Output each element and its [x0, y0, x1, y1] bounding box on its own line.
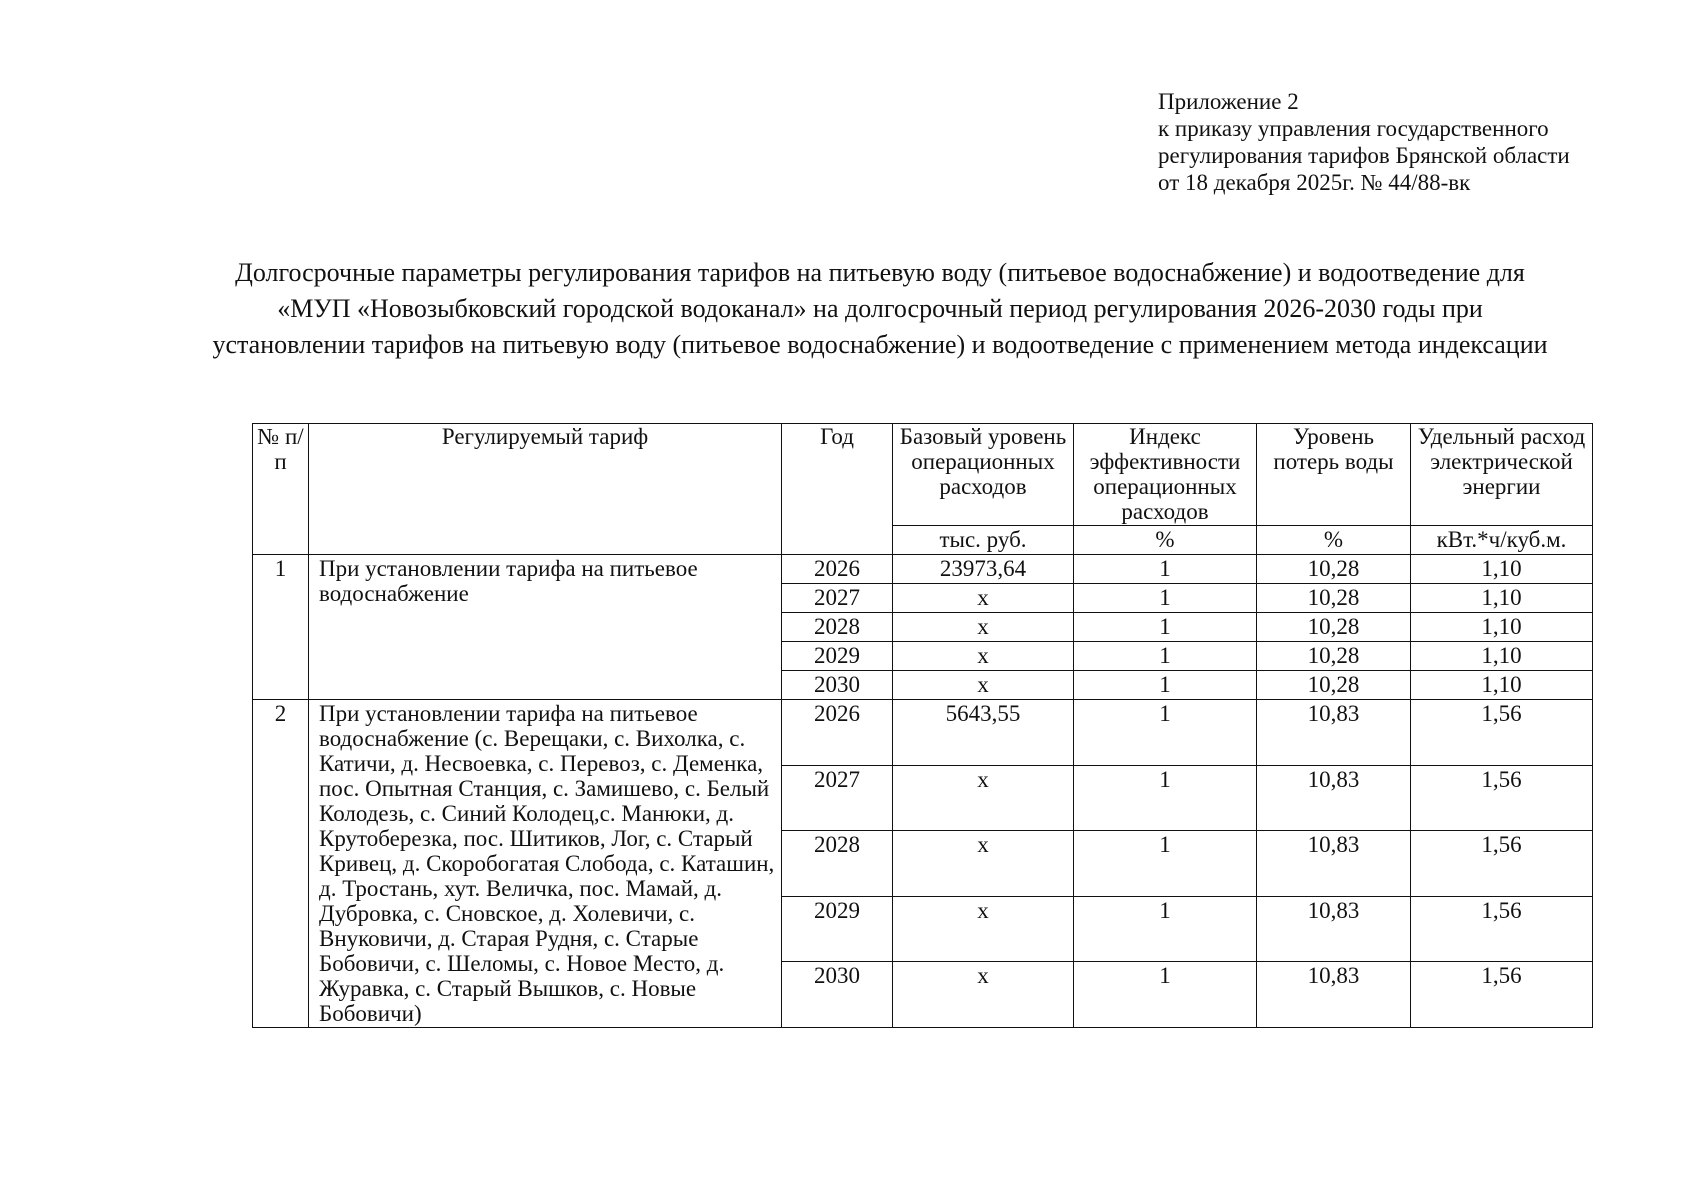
group-1	[253, 555, 1593, 700]
cell-base: х	[893, 962, 1074, 1028]
parameters-table	[252, 423, 1593, 1028]
cell-index: 1	[1074, 700, 1257, 766]
cell-year: 2026	[782, 555, 893, 584]
cell-year: 2026	[782, 700, 893, 766]
cell-year: 2028	[782, 613, 893, 642]
tariff-name: При установлении тарифа на питьевое водоснабжение (с. Верещаки, с. Вихолка, с. Катичи, д. Несвоевка, с. Перевоз, с. Деменка, пос. Опытная Станция, с. Замишево, с. Белый Колодезь, с. Синий Колодец,с. Манюки, д. Крутоберезка, пос. Шитиков, Лог, с. Старый Кривец, д. Скоробогатая Слобода, с. Каташин, д. Тростань, хут. Величка, пос. Мамай, д. Дубровка, с. Сновское, д. Холевичи, с. Внуковичи, д. Старая Рудня, с. Старые Бобовичи, с. Шеломы, с. Новое Место, д. Журавка, с. Старый Вышков, с. Новые Бобовичи)	[309, 700, 782, 1028]
header-base: Базовый уровень операционных расходов	[893, 424, 1074, 526]
cell-energy: 1,56	[1411, 962, 1593, 1028]
unit-base: тыс. руб.	[893, 526, 1074, 555]
unit-loss: %	[1257, 526, 1411, 555]
cell-base: х	[893, 642, 1074, 671]
header-loss: Уровень потерь воды	[1257, 424, 1411, 526]
header-year: Год	[782, 424, 893, 555]
appendix-line: Приложение 2	[1158, 89, 1299, 114]
cell-energy: 1,56	[1411, 765, 1593, 831]
cell-loss: 10,28	[1257, 555, 1411, 584]
group-number: 1	[253, 555, 309, 700]
cell-index: 1	[1074, 555, 1257, 584]
cell-base: 5643,55	[893, 700, 1074, 766]
cell-loss: 10,28	[1257, 613, 1411, 642]
cell-energy: 1,56	[1411, 896, 1593, 962]
appendix-line: от 18 декабря 2025г. № 44/88-вк	[1158, 170, 1471, 195]
appendix-block	[1158, 88, 1570, 196]
cell-energy: 1,10	[1411, 642, 1593, 671]
unit-index: %	[1074, 526, 1257, 555]
cell-base: х	[893, 765, 1074, 831]
cell-base: х	[893, 896, 1074, 962]
cell-index: 1	[1074, 896, 1257, 962]
title-line: Долгосрочные параметры регулирования тарифов на питьевую воду (питьевое водоснабжение) и водоотведение для	[235, 258, 1525, 287]
cell-base: х	[893, 671, 1074, 700]
header-index: Индекс эффективности операционных расходов	[1074, 424, 1257, 526]
table-row	[253, 700, 1593, 766]
cell-year: 2029	[782, 896, 893, 962]
cell-energy: 1,10	[1411, 613, 1593, 642]
cell-base: х	[893, 613, 1074, 642]
cell-base: х	[893, 831, 1074, 897]
table-head	[253, 424, 1593, 555]
cell-base: 23973,64	[893, 555, 1074, 584]
cell-year: 2027	[782, 765, 893, 831]
appendix-line: к приказу управления государственного	[1158, 116, 1549, 141]
cell-loss: 10,28	[1257, 584, 1411, 613]
cell-loss: 10,83	[1257, 962, 1411, 1028]
tariff-name: При установлении тарифа на питьевое водоснабжение	[309, 555, 782, 700]
cell-index: 1	[1074, 642, 1257, 671]
group-number: 2	[253, 700, 309, 1028]
cell-year: 2030	[782, 671, 893, 700]
cell-year: 2028	[782, 831, 893, 897]
cell-loss: 10,83	[1257, 765, 1411, 831]
cell-index: 1	[1074, 584, 1257, 613]
cell-index: 1	[1074, 613, 1257, 642]
cell-loss: 10,28	[1257, 642, 1411, 671]
cell-energy: 1,10	[1411, 671, 1593, 700]
cell-energy: 1,56	[1411, 700, 1593, 766]
cell-base: х	[893, 584, 1074, 613]
document-title	[140, 255, 1620, 363]
cell-index: 1	[1074, 671, 1257, 700]
unit-energy: кВт.*ч/куб.м.	[1411, 526, 1593, 555]
header-energy: Удельный расход электрической энергии	[1411, 424, 1593, 526]
header-tariff: Регулируемый тариф	[309, 424, 782, 555]
header-num: № п/п	[253, 424, 309, 555]
cell-loss: 10,83	[1257, 831, 1411, 897]
cell-year: 2029	[782, 642, 893, 671]
cell-year: 2030	[782, 962, 893, 1028]
group-2	[253, 700, 1593, 1028]
cell-index: 1	[1074, 831, 1257, 897]
cell-index: 1	[1074, 962, 1257, 1028]
cell-energy: 1,10	[1411, 555, 1593, 584]
title-line: установлении тарифов на питьевую воду (питьевое водоснабжение) и водоотведение с применением метода индексации	[212, 330, 1548, 359]
header-row	[253, 424, 1593, 526]
table-row	[253, 555, 1593, 584]
cell-loss: 10,83	[1257, 896, 1411, 962]
cell-energy: 1,10	[1411, 584, 1593, 613]
cell-energy: 1,56	[1411, 831, 1593, 897]
cell-loss: 10,83	[1257, 700, 1411, 766]
cell-year: 2027	[782, 584, 893, 613]
cell-index: 1	[1074, 765, 1257, 831]
cell-loss: 10,28	[1257, 671, 1411, 700]
title-line: «МУП «Новозыбковский городской водоканал» на долгосрочный период регулирования 2026-2030 годы при	[277, 294, 1483, 323]
appendix-line: регулирования тарифов Брянской области	[1158, 143, 1570, 168]
